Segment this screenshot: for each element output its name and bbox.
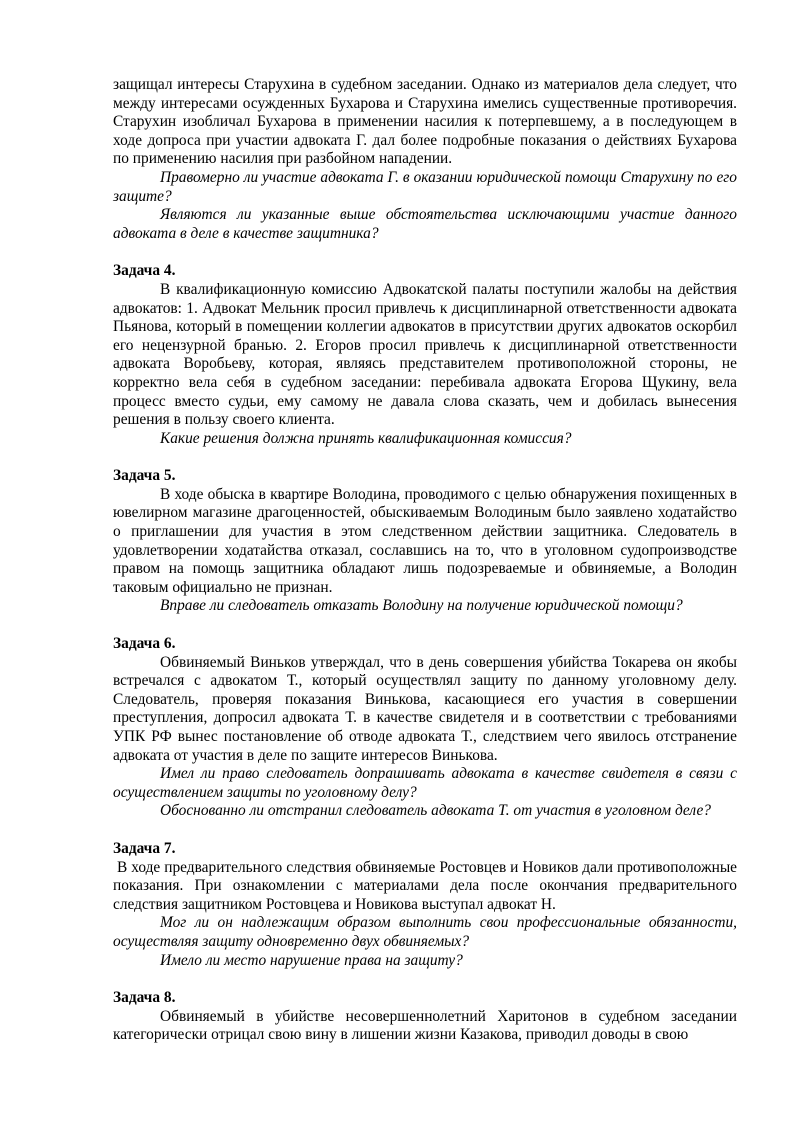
task-question: Вправе ли следователь отказать Володину на получение юридической помощи? — [160, 597, 683, 615]
document-content — [113, 76, 737, 1045]
task-body: В ходе предварительного следствия обвиняемые Ростовцев и Новиков дали противоположные показания. При ознакомлении с материалами дела после окончания предварительного следствия защитником Ростовцева и Новикова выступал адвокат Н. — [113, 858, 737, 913]
task-question: Какие решения должна принять квалификационная комиссия? — [160, 429, 572, 447]
task-heading: Задача 6. — [113, 635, 176, 653]
task-question: Правомерно ли участие адвоката Г. в оказании юридической помощи Старухину по его защите? — [113, 168, 737, 205]
task-question: Являются ли указанные выше обстоятельства исключающими участие данного адвоката в деле в качестве защитника? — [113, 206, 737, 242]
task-body: Обвиняемый в убийстве несовершеннолетний Харитонов в судебном заседании категорически отрицал свою вину в лишении жизни Казакова, приводил доводы в свою — [113, 1007, 737, 1044]
task-body: защищал интересы Старухина в судебном заседании. Однако из материалов дела следует, что между интересами осужденных Бухарова и Старухина имелись существенные противоречия. Старухин изобличал Бухарова в применении насилия к потерпевшему, а в последующем в ходе допроса при участии адвоката Г. дал более подробные показания о действиях Бухарова по применению насилия при разбойном нападении. — [113, 76, 737, 168]
task-question: Обоснованно ли отстранил следователь адвоката Т. от участия в уголовном деле? — [160, 802, 712, 820]
task-8 — [113, 989, 737, 1045]
task-body: В квалификационную комиссию Адвокатской палаты поступили жалобы на действия адвокатов: 1. Адвокат Мельник просил привлечь к дисциплинарной ответственности адвоката Пьянова, который в помещении коллегии адвокатов в присутствии других адвокатов оскорбил его нецензурной бранью. 2. Егоров просил привлечь к дисциплинарной ответственности адвоката Воробьеву, которая, являясь представителем противоположной стороны, не корректно вела себя в судебном заседании: перебивала адвоката Егорова Щукину, вела процесс вместо судьи, ему самому не давала слова сказать, чем и добилась вынесения решения в пользу своего клиента. — [113, 280, 737, 429]
task-6 — [113, 635, 737, 821]
task-7 — [113, 840, 737, 970]
task-body: В ходе обыска в квартире Володина, проводимого с целью обнаружения похищенных в ювелирном магазине драгоценностей, обыскиваемым Володиным было заявлено ходатайство о приглашении для участия в этом следственном действии защитника. Следователь в удовлетворении ходатайства отказал, сославшись на то, что в уголовном судопроизводстве правом на помощь защитника обладают лишь подозреваемые и обвиняемые, а Володин таковым официально не признан. — [113, 485, 737, 596]
task-heading: Задача 8. — [113, 989, 176, 1007]
task-question: Имел ли право следователь допрашивать адвоката в качестве свидетеля в связи с осуществлением защиты по уголовному делу? — [113, 765, 737, 801]
task-heading: Задача 5. — [113, 467, 176, 485]
task-heading: Задача 7. — [113, 839, 176, 857]
task-5 — [113, 467, 737, 616]
task-question: Мог ли он надлежащим образом выполнить свои профессиональные обязанности, осуществляя защиту одновременно двух обвиняемых? — [113, 914, 737, 950]
task-question: Имело ли место нарушение права на защиту? — [160, 951, 463, 969]
task-4 — [113, 262, 737, 448]
task-heading: Задача 4. — [113, 262, 176, 280]
task-body: Обвиняемый Виньков утверждал, что в день совершения убийства Токарева он якобы встречался с адвокатом Т., который осуществлял защиту по данному уголовному делу. Следователь, проверяя показания Винькова, касающиеся его участия в совершении преступления, допросил адвоката Т. в качестве свидетеля и в соответствии с требованиями УПК РФ вынес постановление об отводе адвоката Т., следствием чего явилось отстранение адвоката от участия в деле по защите интересов Винькова. — [113, 653, 737, 764]
task-3-continuation — [113, 76, 737, 243]
